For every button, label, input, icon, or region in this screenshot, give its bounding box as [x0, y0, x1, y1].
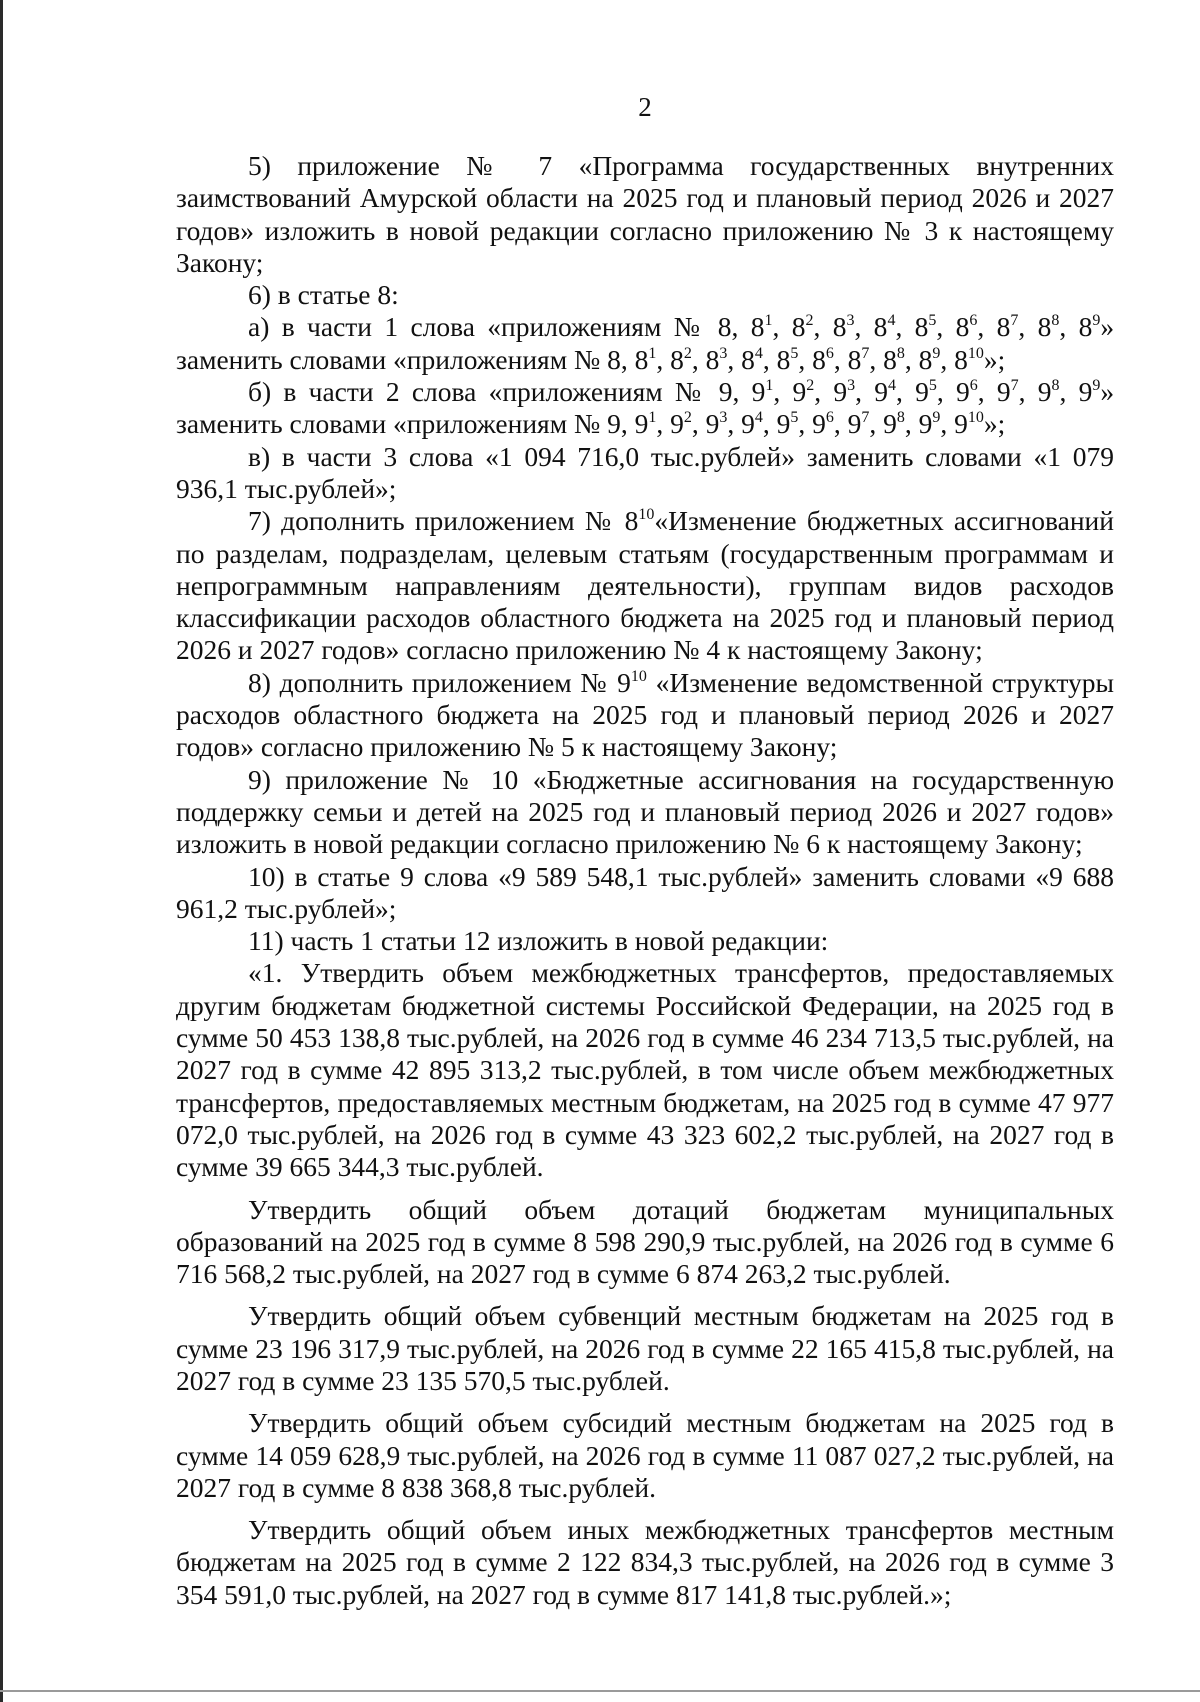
page-left-edge	[0, 0, 3, 1702]
paragraph-item-5: 5) приложение № 7 «Программа государственных внутренних заимствований Амурской области на 2025 год и плановый период 2026 и 2027 годов» изложить в новой редакции согласно приложению № 3 к настоящему Закону;	[176, 150, 1114, 278]
paragraph-subsidies-dotations: Утвердить общий объем дотаций бюджетам муниципальных образований на 2025 год в сумме 8 598 290,9 тыс.рублей, на 2026 год в сумме 6 716 568,2 тыс.рублей, на 2027 год в сумме 6 874 263,2 тыс.рублей.	[176, 1193, 1114, 1290]
paragraph-item-6: 6) в статье 8:	[248, 279, 399, 311]
paragraph-item-10: 10) в статье 9 слова «9 589 548,1 тыс.рублей» заменить словами «9 688 961,2 тыс.рублей»;	[176, 860, 1114, 924]
paragraph-item-6b: б) в части 2 слова «приложениям № 9, $9^1$, $9^2$, $9^3$, $9^4$, $9^5$, $9^6$, $9^7$, $9^8$, $9^9$» заменить словами «приложениям № 9, $9^1$, $9^2$, $9^3$, $9^4$, $9^5$, $9^6$, $9^7$, $9^8$, $9^9$, $9^{10}$»;	[176, 376, 1115, 440]
paragraph-item-8: 8) дополнить приложением № $9^{10}$ «Изменение ведомственной структуры расходов областного бюджета на 2025 год и плановый период 2026 и 2027 годов» согласно приложению № 5 к настоящему Закону;	[176, 666, 1114, 763]
paragraph-subsidies: Утвердить общий объем субсидий местным бюджетам на 2025 год в сумме 14 059 628,9 тыс.рублей, на 2026 год в сумме 11 087 027,2 тыс.рублей, на 2027 год в сумме 8 838 368,8 тыс.рублей.	[176, 1407, 1114, 1503]
page-bottom-edge	[0, 1690, 1200, 1692]
page-number: 2	[638, 92, 652, 122]
paragraph-item-6v: в) в части 3 слова «1 094 716,0 тыс.рублей» заменить словами «1 079 936,1 тыс.рублей»;	[176, 440, 1114, 504]
paragraph-transfers-total: «1. Утвердить объем межбюджетных трансфертов, предоставляемых другим бюджетам бюджетной системы Российской Федерации, на 2025 год в сумме 50 453 138,8 тыс.рублей, на 2026 год в сумме 46 234 713,5 тыс.рублей, на 2027 год в сумме 42 895 313,2 тыс.рублей, в том числе объем межбюджетных трансфертов, предоставляемых местным бюджетам, на 2025 год в сумме 47 977 072,0 тыс.рублей, на 2026 год в сумме 43 323 602,2 тыс.рублей, на 2027 год в сумме 39 665 344,3 тыс.рублей.	[176, 957, 1114, 1183]
paragraph-other-transfers: Утвердить общий объем иных межбюджетных трансфертов местным бюджетам на 2025 год в сумме 2 122 834,3 тыс.рублей, на 2026 год в сумме 3 354 591,0 тыс.рублей, на 2027 год в сумме 817 141,8 тыс.рублей.»;	[176, 1514, 1114, 1610]
paragraph-item-7: 7) дополнить приложением № $8^{10}«Изменение$ бюджетных ассигнований по разделам, подразделам, целевым статьям (государственным программам и непрограммным направлениям деятельности), группам видов расходов классификации расходов областного бюджета на 2025 год и плановый период 2026 и 2027 годов» согласно приложению № 4 к настоящему Закону;	[176, 505, 1114, 666]
paragraph-subventions: Утвердить общий объем субвенций местным бюджетам на 2025 год в сумме 23 196 317,9 тыс.рублей, на 2026 год в сумме 22 165 415,8 тыс.рублей, на 2027 год в сумме 23 135 570,5 тыс.рублей.	[176, 1300, 1114, 1396]
paragraph-item-9: 9) приложение № 10 «Бюджетные ассигнования на государственную поддержку семьи и детей на 2025 год и плановый период 2026 и 2027 годов» изложить в новой редакции согласно приложению № 6 к настоящему Закону;	[176, 763, 1114, 860]
paragraph-item-11: 11) часть 1 статьи 12 изложить в новой редакции:	[248, 925, 829, 957]
paragraph-item-6a: а) в части 1 слова «приложениям № 8, $8^1$, $8^2$, $8^3$, $8^4$, $8^5$, $8^6$, $8^7$, $8^8$, $8^9$» заменить словами «приложениям № 8, $8^1$, $8^2$, $8^3$, $8^4$, $8^5$, $8^6$, $8^7$, $8^8$, $8^9$, $8^{10}$»;	[176, 311, 1115, 375]
document-body	[176, 150, 1114, 1611]
